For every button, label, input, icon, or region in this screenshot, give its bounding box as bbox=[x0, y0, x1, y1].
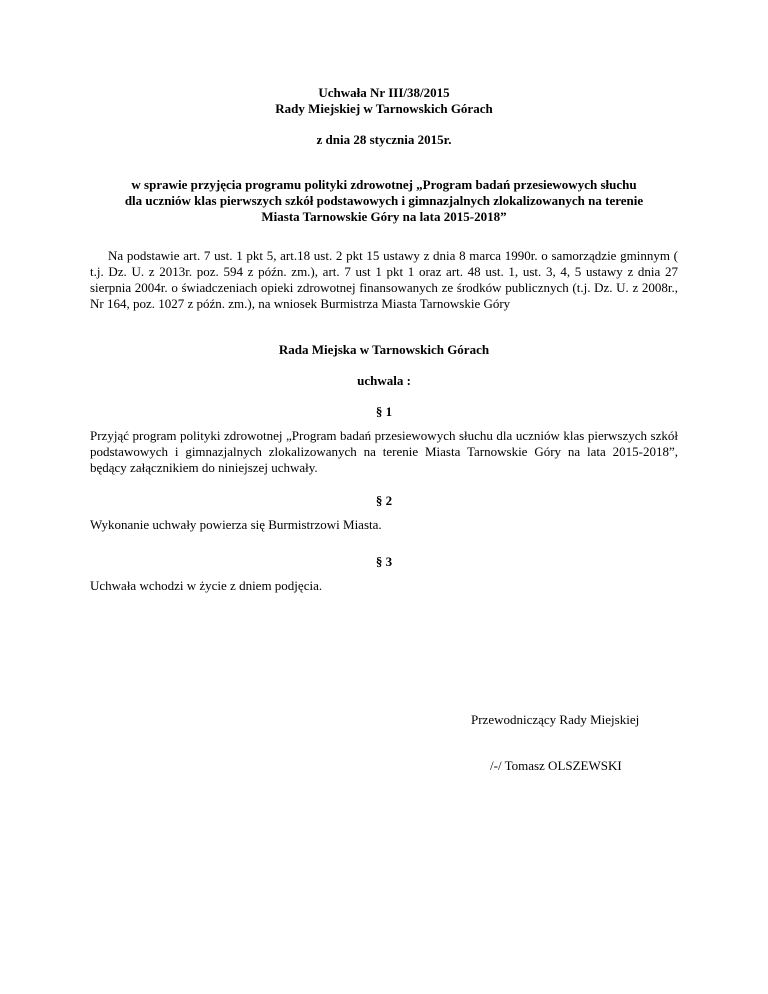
resolution-date: z dnia 28 stycznia 2015r. bbox=[316, 132, 452, 147]
section-1-text: Przyjąć program polityki zdrowotnej „Program badań przesiewowych słuchu dla uczniów klas pierwszych szkół podstawowych i gimnazjalnych zlokalizowanych na terenie Miasta Tarnowskie Góry na lata 2015-2018”, będący załącznikiem do niniejszej uchwały. bbox=[90, 428, 678, 475]
section-3-mark: § 3 bbox=[375, 554, 393, 569]
signature-name: /-/ Tomasz OLSZEWSKI bbox=[490, 758, 622, 773]
subject-line-1: w sprawie przyjęcia programu polityki zdrowotnej „Program badań przesiewowych słuchu bbox=[131, 177, 637, 192]
section-3-text: Uchwała wchodzi w życie z dniem podjęcia. bbox=[90, 578, 323, 593]
section-2-mark: § 2 bbox=[375, 493, 393, 508]
section-1-mark: § 1 bbox=[375, 404, 393, 419]
preamble-paragraph: Na podstawie art. 7 ust. 1 pkt 5, art.18 ust. 2 pkt 15 ustawy z dnia 8 marca 1990r. o samorządzie gminnym ( t.j. Dz. U. z 2013r. poz. 594 z późn. zm.), art. 7 ust 1 pkt 1 oraz art. 48 ust. 1, ust. 3, 4, 5 ustawy z dnia 27 sierpnia 2004r. o świadczeniach opieki zdrowotnej finansowanych ze środków publicznych (t.j. Dz. U. z 2008r., Nr 164, poz. 1027 z późn. zm.), na wniosek Burmistrza Miasta Tarnowskie Góry bbox=[90, 248, 678, 311]
resolution-number: Uchwała Nr III/38/2015 bbox=[318, 85, 450, 100]
signature-title: Przewodniczący Rady Miejskiej bbox=[471, 712, 640, 727]
council-name-heading: Rady Miejskiej w Tarnowskich Górach bbox=[275, 101, 493, 116]
resolves-heading: uchwala : bbox=[357, 373, 411, 388]
council-heading: Rada Miejska w Tarnowskich Górach bbox=[278, 342, 490, 357]
subject-line-2: dla uczniów klas pierwszych szkół podstawowych i gimnazjalnych zlokalizowanych na terenie bbox=[124, 193, 644, 208]
subject-line-3: Miasta Tarnowskie Góry na lata 2015-2018” bbox=[261, 209, 507, 224]
section-2-text: Wykonanie uchwały powierza się Burmistrzowi Miasta. bbox=[90, 517, 382, 532]
